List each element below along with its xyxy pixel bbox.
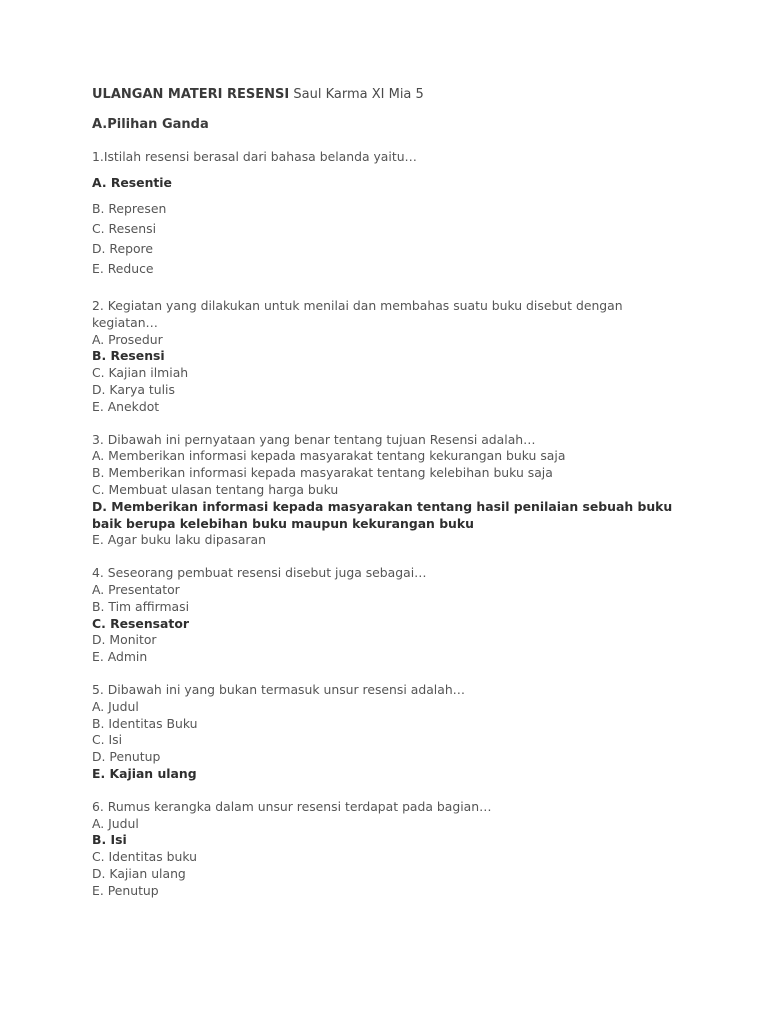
question-4 [92, 565, 692, 666]
question-1 [92, 148, 692, 278]
question-1-option-c: C. Resensi [92, 221, 157, 236]
question-4-option-a: A. Presentator [92, 581, 180, 597]
question-2-option-a: A. Prosedur [92, 331, 163, 347]
question-5-option-e: E. Kajian ulang [92, 765, 197, 781]
question-3 [92, 432, 692, 550]
question-6-option-d: D. Kajian ulang [92, 865, 186, 881]
question-4-option-e: E. Admin [92, 649, 148, 665]
question-1-text: 1.Istilah resensi berasal dari bahasa belanda yaitu… [92, 149, 417, 164]
question-5-option-c: C. Isi [92, 732, 123, 748]
section-heading: A.Pilihan Ganda [92, 117, 209, 132]
question-2-option-e: E. Anekdot [92, 398, 160, 414]
question-3-text: 3. Dibawah ini pernyataan yang benar tentang tujuan Resensi adalah… [92, 431, 536, 447]
question-5-option-d: D. Penutup [92, 749, 161, 765]
question-6-option-a: A. Judul [92, 815, 139, 831]
title-main: ULANGAN MATERI RESENSI [92, 87, 290, 102]
question-2-text: 2. Kegiatan yang dilakukan untuk menilai dan membahas suatu buku disebut dengan kegiatan… [92, 298, 623, 330]
question-2-option-b: B. Resensi [92, 348, 165, 364]
question-1-options [92, 174, 692, 278]
question-5 [92, 682, 692, 783]
question-5-option-a: A. Judul [92, 698, 139, 714]
question-4-option-c: C. Resensator [92, 615, 189, 631]
question-2 [92, 298, 692, 416]
question-4-option-d: D. Monitor [92, 632, 157, 648]
question-6-option-e: E. Penutup [92, 882, 159, 898]
question-6-text: 6. Rumus kerangka dalam unsur resensi terdapat pada bagian… [92, 798, 492, 814]
question-3-option-b: B. Memberikan informasi kepada masyarakat tentang kelebihan buku saja [92, 465, 553, 481]
title-sub: Saul Karma XI Mia 5 [293, 87, 424, 102]
question-1-option-e: E. Reduce [92, 261, 154, 276]
question-5-text: 5. Dibawah ini yang bukan termasuk unsur resensi adalah… [92, 681, 466, 697]
question-3-option-d: D. Memberikan informasi kepada masyarakan tentang hasil penilaian sebuah buku baik berupa kelebihan buku maupun kekurangan buku [92, 498, 673, 531]
question-4-text: 4. Seseorang pembuat resensi disebut juga sebagai… [92, 565, 427, 581]
question-6 [92, 799, 692, 900]
question-3-option-c: C. Membuat ulasan tentang harga buku [92, 481, 339, 497]
question-6-option-c: C. Identitas buku [92, 849, 198, 865]
document-title [92, 86, 692, 104]
document-page [92, 86, 692, 916]
question-1-option-d: D. Repore [92, 241, 153, 256]
question-3-option-e: E. Agar buku laku dipasaran [92, 532, 266, 548]
question-1-option-a: A. Resentie [92, 175, 172, 190]
question-1-option-b: B. Represen [92, 201, 167, 216]
question-2-option-d: D. Karya tulis [92, 381, 175, 397]
question-5-option-b: B. Identitas Buku [92, 715, 198, 731]
question-4-option-b: B. Tim affirmasi [92, 598, 190, 614]
question-3-option-a: A. Memberikan informasi kepada masyarakat tentang kekurangan buku saja [92, 448, 566, 464]
question-2-option-c: C. Kajian ilmiah [92, 365, 189, 381]
question-6-option-b: B. Isi [92, 832, 127, 848]
